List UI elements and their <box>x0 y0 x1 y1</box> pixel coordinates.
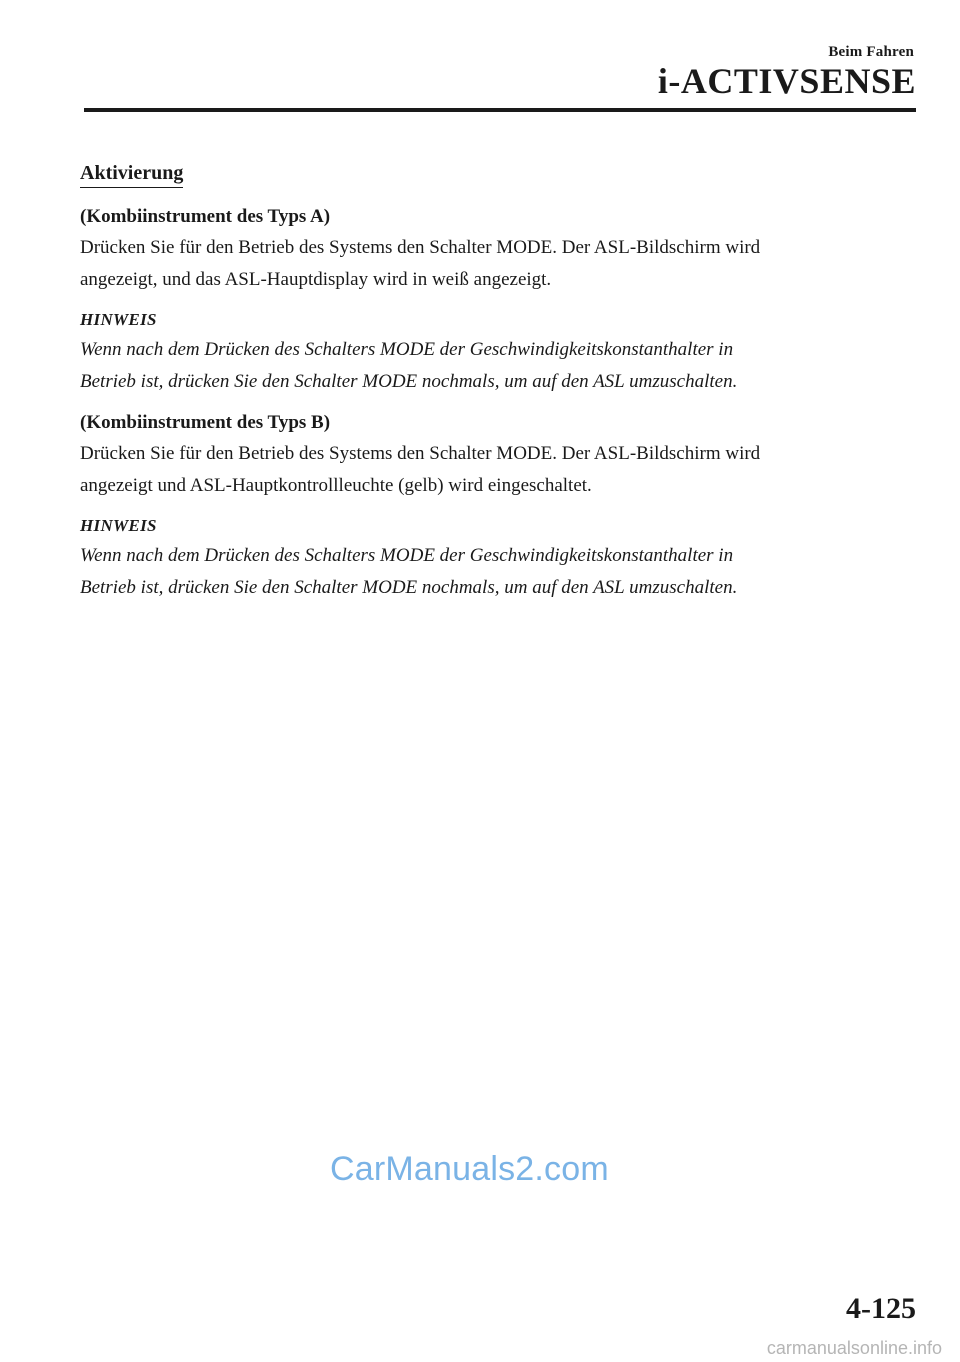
type-a-line-1: Drücken Sie für den Betrieb des Systems den Schalter MODE. Der ASL-Bildschirm wird <box>80 237 761 258</box>
type-b-note-line-2: Betrieb ist, drücken Sie den Schalter MODE nochmals, um auf den ASL umzuschalten. <box>80 577 738 598</box>
type-a-instructions <box>80 232 900 296</box>
type-a-line-2: angezeigt, und das ASL-Hauptdisplay wird in weiß angezeigt. <box>80 269 552 290</box>
type-b-note-label: HINWEIS <box>80 516 157 535</box>
footer-site-link[interactable]: carmanualsonline.info <box>766 1338 942 1358</box>
section-label: Beim Fahren <box>828 44 914 60</box>
watermark-text: CarManuals2.com <box>330 1150 609 1188</box>
header-divider <box>84 108 916 112</box>
instrument-type-a-block <box>80 202 900 398</box>
type-a-note-line-1: Wenn nach dem Drücken des Schalters MODE der Geschwindigkeitskonstanthalter in <box>80 339 734 360</box>
type-a-note-text <box>80 334 900 398</box>
type-b-note-text <box>80 540 900 604</box>
type-a-subheading: (Kombiinstrument des Typs A) <box>80 206 331 227</box>
page-number: 4-125 <box>846 1292 916 1325</box>
type-b-instructions <box>80 438 900 502</box>
type-b-subheading: (Kombiinstrument des Typs B) <box>80 412 331 433</box>
type-a-note-label: HINWEIS <box>80 310 157 329</box>
type-b-note-line-1: Wenn nach dem Drücken des Schalters MODE der Geschwindigkeitskonstanthalter in <box>80 545 734 566</box>
instrument-type-b-block <box>80 408 900 604</box>
type-a-note-line-2: Betrieb ist, drücken Sie den Schalter MODE nochmals, um auf den ASL umzuschalten. <box>80 371 738 392</box>
type-b-line-2: angezeigt und ASL-Hauptkontrollleuchte (gelb) wird eingeschaltet. <box>80 475 592 496</box>
chapter-title: i-ACTIVSENSE <box>657 61 916 101</box>
type-b-line-1: Drücken Sie für den Betrieb des Systems den Schalter MODE. Der ASL-Bildschirm wird <box>80 443 761 464</box>
page-content <box>80 160 900 614</box>
section-heading: Aktivierung <box>80 160 183 188</box>
